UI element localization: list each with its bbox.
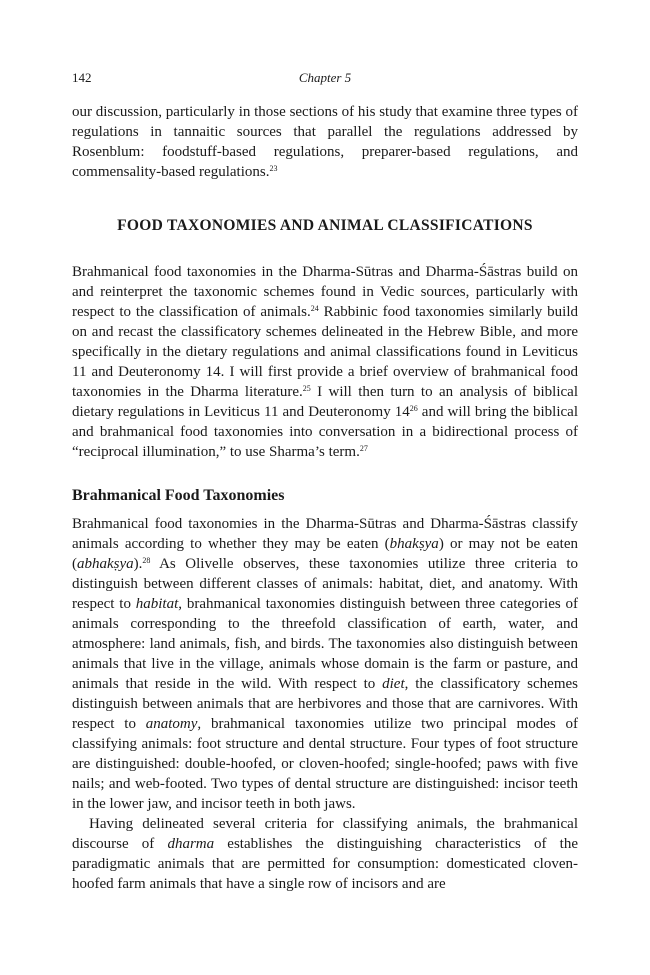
paragraph-text: , brahmanical taxonomies utilize two principal modes of classifying animals: foot structure and dental structure. Four types of foot structure are distinguished: double-hoofed, or cloven-hoofed; single-hoofed; paws with five nails; and web-footed. Two types of dental structure are distinguished: incisor teeth in the lower jaw, and incisor teeth in both jaws.	[72, 716, 579, 812]
italic-term: bhakṣya	[389, 536, 439, 552]
page-header	[72, 68, 578, 88]
paragraph-text: I will then turn to an analysis of biblical dietary regulations in Leviticus 11 and Deuteronomy 14	[72, 384, 579, 420]
italic-term: diet	[382, 676, 405, 692]
section-heading: FOOD TAXONOMIES AND ANIMAL CLASSIFICATIONS	[117, 217, 533, 234]
page-body	[72, 102, 578, 894]
paragraph-text: our discussion, particularly in those sections of his study that examine three types of regulations in tannaitic sources that parallel the regulations addressed by Rosenblum: foodstuff-based regulations, preparer-based regulations, and commensality-based regulations.	[72, 104, 578, 180]
subsection-heading: Brahmanical Food Taxonomies	[72, 487, 285, 504]
paragraph-text: Rabbinic food taxonomies similarly build on and recast the classificatory schemes delineated in the Hebrew Bible, and more specifically in the dietary regulations and animal classifications found in Leviticus 11 and Deuteronomy 14. I will first provide a brief overview of brahmanical food taxonomies in the Dharma literature.	[72, 304, 578, 400]
paragraph-text: Having delineated several criteria for classifying animals, the brahmanical discourse of	[72, 816, 578, 852]
paragraph-text: As Olivelle observes, these taxonomies utilize three criteria to distinguish between different classes of animals: habitat, diet, and anatomy. With respect to	[72, 556, 578, 612]
paragraph-continuation	[72, 102, 578, 182]
running-head: Chapter 5	[298, 70, 352, 85]
paragraph-taxonomies	[72, 514, 578, 814]
paragraph-text: ).	[133, 556, 143, 572]
footnote-ref: 27	[359, 444, 368, 453]
footnote-ref: 24	[310, 304, 319, 313]
paragraph-text: , brahmanical taxonomies distinguish between three categories of animals corresponding to the threefold classification of earth, water, and atmosphere: land animals, fish, and birds. The taxonomies also distinguish between animals that live in the village, animals whose domain is the farm or pasture, and animals that reside in the wild. With respect to	[72, 596, 579, 692]
paragraph-text: and will bring the biblical and brahmanical food taxonomies into conversation in a bidirectional process of “reciprocal illumination,” to use Sharma’s term.	[72, 404, 578, 460]
paragraph-text: ) or may not be eaten (	[72, 536, 578, 572]
paragraph-criteria	[72, 814, 578, 894]
paragraph-text: establishes the distinguishing characteristics of the paradigmatic animals that are permitted for consumption: domesticated cloven-hoofed farm animals that have a single row of incisors and are	[72, 836, 578, 892]
italic-term: habitat	[135, 596, 179, 612]
paragraph-text: , the classificatory schemes distinguish between animals that are herbivores and those that are carnivores. With respect to	[72, 676, 578, 732]
footnote-ref: 23	[269, 164, 278, 173]
paragraph-intro	[72, 262, 578, 462]
italic-term: abhakṣya	[77, 556, 134, 572]
footnote-ref: 26	[409, 404, 418, 413]
paragraph-text: Brahmanical food taxonomies in the Dharma-Sūtras and Dharma-Śāstras build on and reinterpret the taxonomic schemes found in Vedic sources, particularly with respect to the classification of animals.	[72, 264, 578, 320]
page-number: 142	[72, 70, 92, 85]
italic-term: dharma	[167, 836, 215, 852]
footnote-ref: 28	[142, 556, 151, 565]
italic-term: anatomy	[145, 716, 198, 732]
footnote-ref: 25	[302, 384, 311, 393]
paragraph-text: Brahmanical food taxonomies in the Dharma-Sūtras and Dharma-Śāstras classify animals according to whether they may be eaten (	[72, 516, 578, 552]
